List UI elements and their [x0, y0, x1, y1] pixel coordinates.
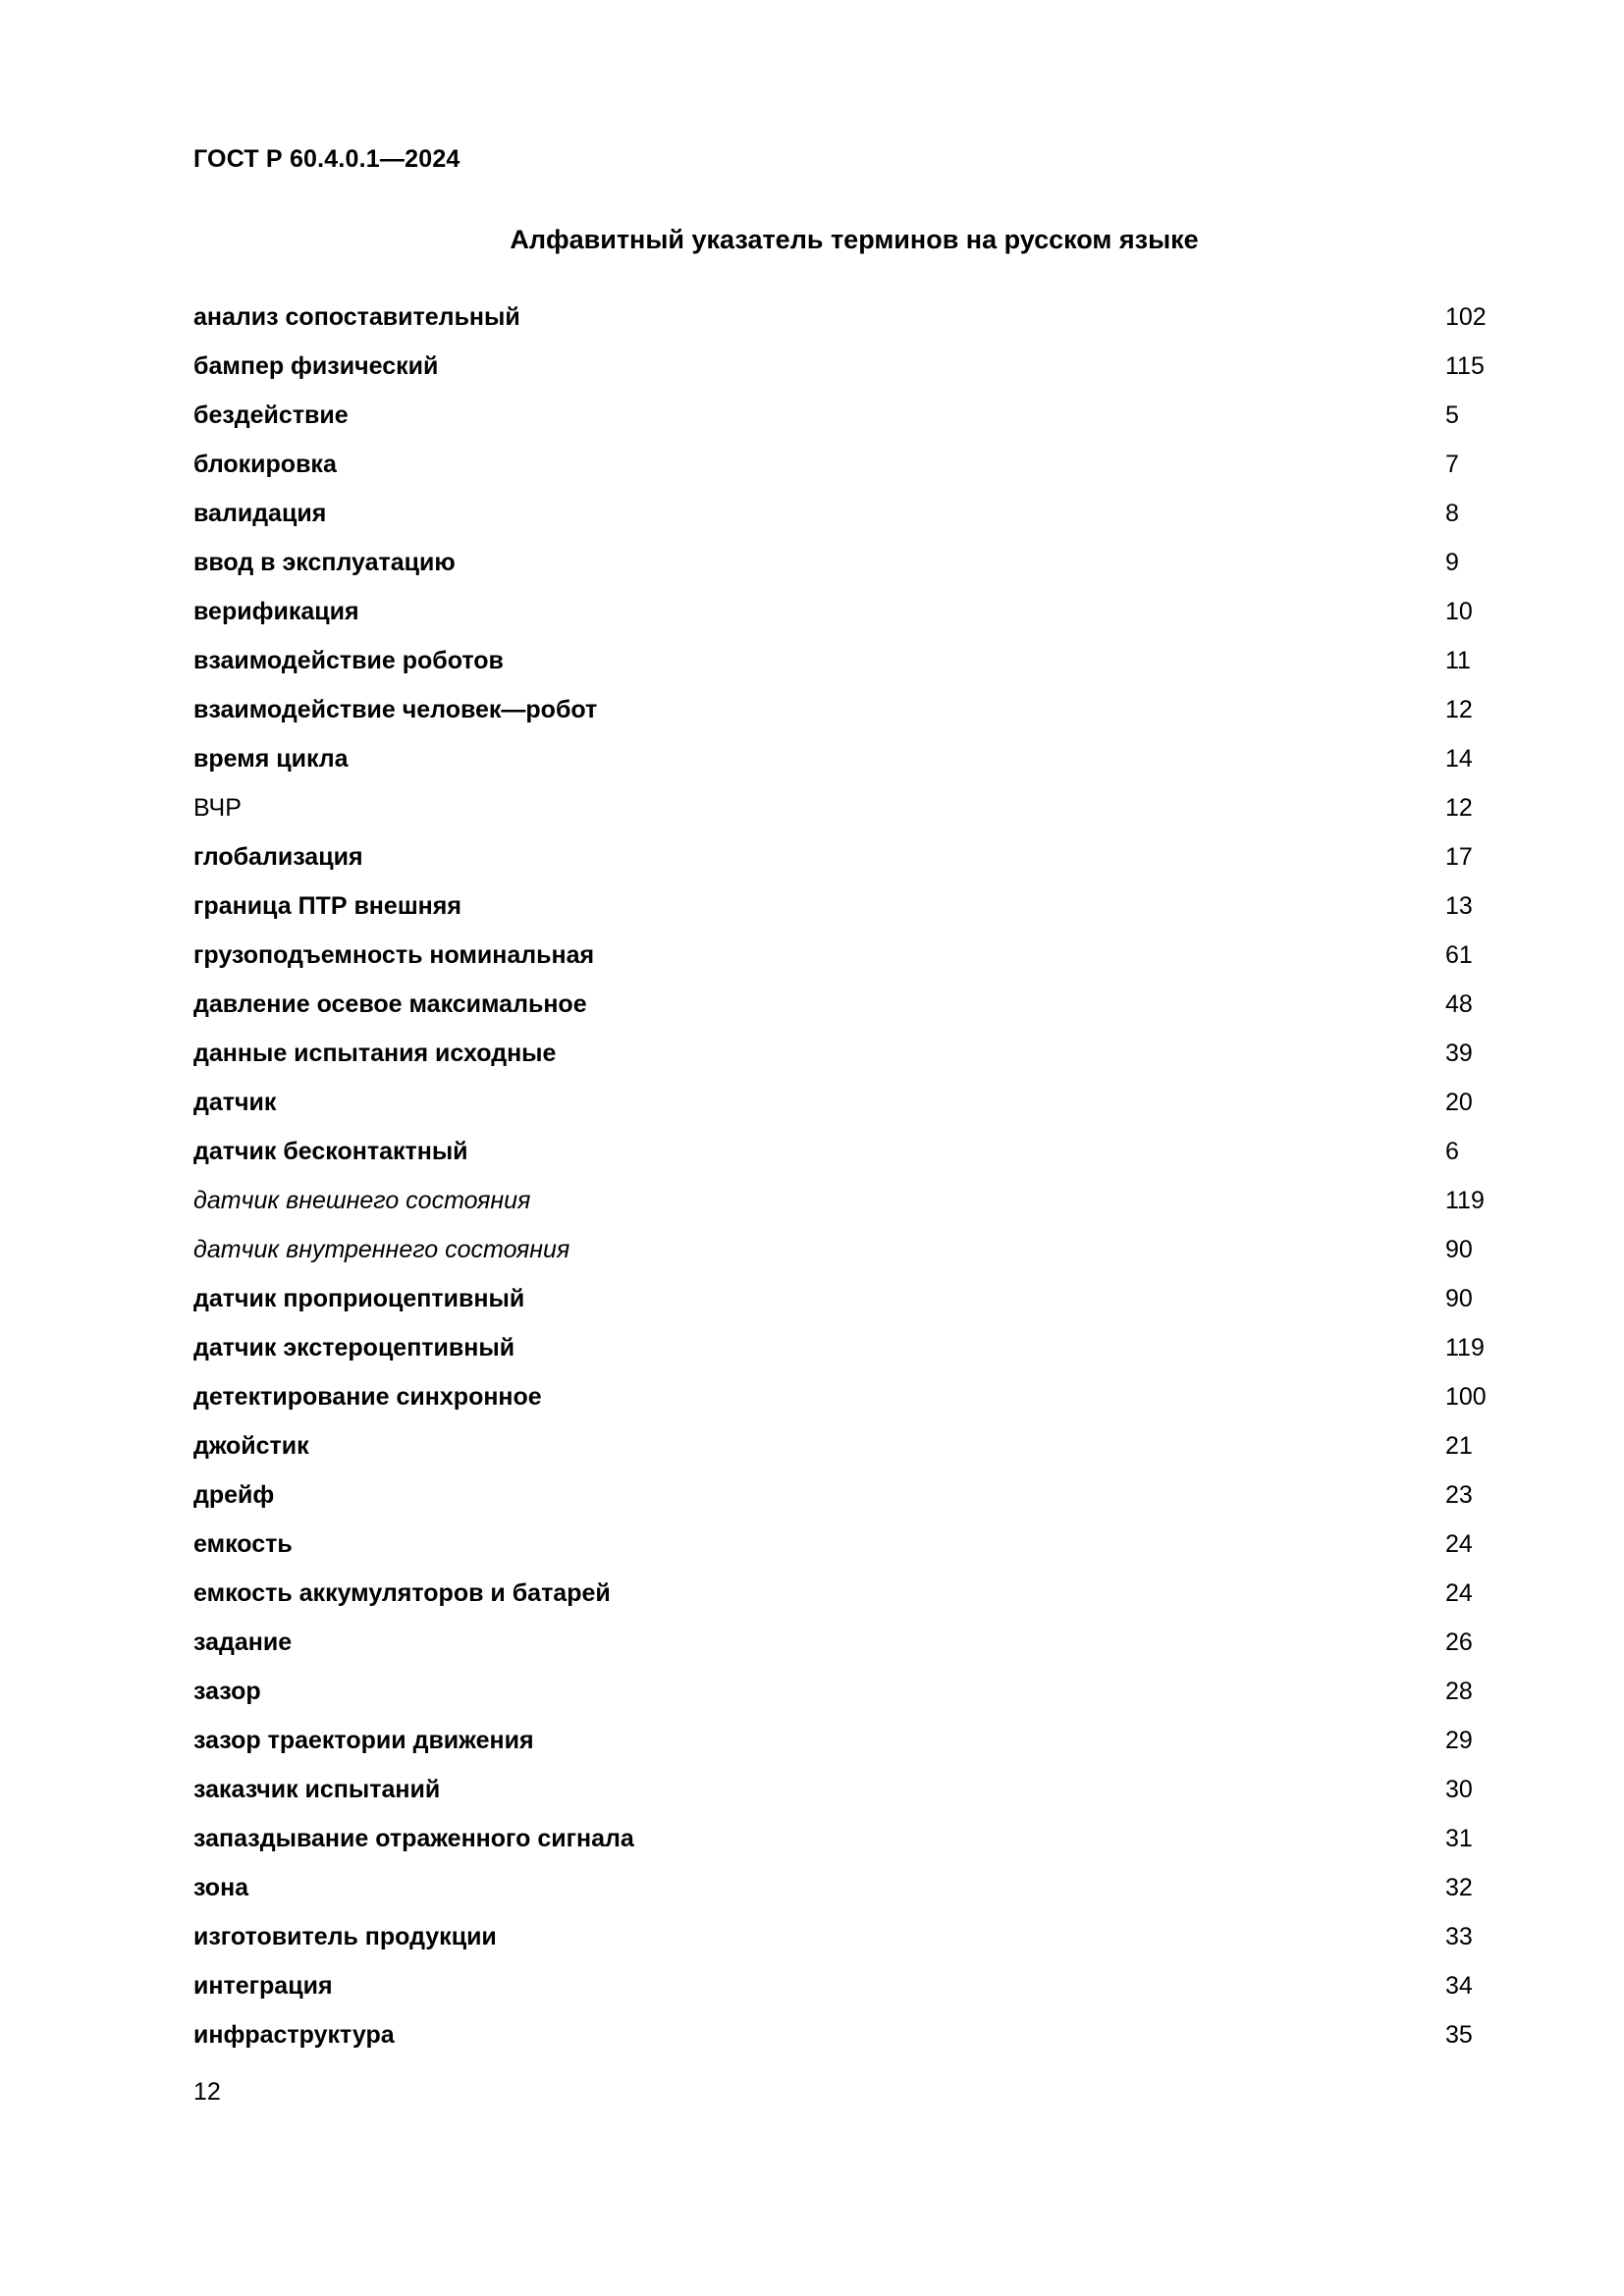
index-entry [193, 1814, 1509, 1863]
index-term: данные испытания исходные [193, 1040, 557, 1067]
index-term: интеграция [193, 1972, 333, 2000]
index-entry [193, 1667, 1509, 1716]
index-term: ввод в эксплуатацию [193, 549, 456, 576]
index-entry [193, 1912, 1509, 1961]
index-term-number: 9 [1445, 549, 1459, 576]
index-term-number: 10 [1445, 598, 1473, 625]
index-term: заказчик испытаний [193, 1776, 441, 1803]
index-term-number: 5 [1445, 401, 1459, 429]
index-entry [193, 538, 1509, 587]
index-term-number: 48 [1445, 990, 1473, 1018]
index-term: емкость [193, 1530, 293, 1558]
index-entry [193, 1961, 1509, 2010]
index-entry [193, 1078, 1509, 1127]
index-term-number: 119 [1445, 1187, 1485, 1214]
index-term: инфраструктура [193, 2021, 395, 2049]
index-entry [193, 1323, 1509, 1372]
index-entry [193, 587, 1509, 636]
index-term: изготовитель продукции [193, 1923, 497, 1950]
index-entry [193, 391, 1509, 440]
index-entry [193, 1029, 1509, 1078]
index-term-number: 102 [1445, 303, 1487, 331]
index-term-number: 13 [1445, 892, 1473, 920]
index-entry [193, 1274, 1509, 1323]
index-term: датчик внешнего состояния [193, 1187, 531, 1214]
index-entry [193, 1569, 1509, 1618]
index-term-number: 23 [1445, 1481, 1473, 1509]
index-term-number: 90 [1445, 1236, 1473, 1263]
index-entry [193, 931, 1509, 980]
index-term: давление осевое максимальное [193, 990, 587, 1018]
index-entry [193, 2010, 1509, 2059]
index-term-number: 39 [1445, 1040, 1473, 1067]
index-entry [193, 489, 1509, 538]
index-term-number: 6 [1445, 1138, 1459, 1165]
index-term: датчик проприоцептивный [193, 1285, 525, 1312]
index-term-number: 14 [1445, 745, 1473, 773]
index-term-number: 24 [1445, 1530, 1473, 1558]
index-term-number: 12 [1445, 696, 1473, 723]
index-term: датчик внутреннего состояния [193, 1236, 570, 1263]
index-term: блокировка [193, 451, 337, 478]
index-term-number: 17 [1445, 843, 1473, 871]
index-term-number: 8 [1445, 500, 1459, 527]
index-entry [193, 1716, 1509, 1765]
index-term-number: 35 [1445, 2021, 1473, 2049]
index-term: валидация [193, 500, 327, 527]
index-entry [193, 1225, 1509, 1274]
page-number: 12 [193, 2078, 221, 2106]
index-term-number: 61 [1445, 941, 1473, 969]
index-entry [193, 342, 1509, 391]
index-entry [193, 293, 1509, 342]
index-term: емкость аккумуляторов и батарей [193, 1579, 611, 1607]
index-term: джойстик [193, 1432, 309, 1460]
index-term: ВЧР [193, 794, 242, 822]
index-entry [193, 734, 1509, 783]
index-term: бездействие [193, 401, 349, 429]
index-entry [193, 1618, 1509, 1667]
index-term-number: 24 [1445, 1579, 1473, 1607]
document-code: ГОСТ Р 60.4.0.1—2024 [193, 145, 460, 173]
index-term-number: 29 [1445, 1727, 1473, 1754]
index-term: задание [193, 1629, 293, 1656]
index-entry [193, 636, 1509, 685]
index-term: бампер физический [193, 352, 439, 380]
index-entry [193, 1520, 1509, 1569]
index-term: датчик [193, 1089, 277, 1116]
index-entry [193, 980, 1509, 1029]
index-term-number: 21 [1445, 1432, 1473, 1460]
index-term: анализ сопоставительный [193, 303, 520, 331]
index-entry [193, 1863, 1509, 1912]
index-term: зона [193, 1874, 249, 1901]
index-term-number: 33 [1445, 1923, 1473, 1950]
index-entry [193, 1421, 1509, 1470]
index-term: зазор [193, 1678, 261, 1705]
index-entry [193, 832, 1509, 881]
term-index-list [193, 293, 1509, 2059]
index-term-number: 7 [1445, 451, 1459, 478]
index-term: глобализация [193, 843, 363, 871]
index-term: граница ПТР внешняя [193, 892, 461, 920]
index-entry [193, 1127, 1509, 1176]
index-term-number: 115 [1445, 352, 1485, 380]
index-term-number: 20 [1445, 1089, 1473, 1116]
index-term-number: 31 [1445, 1825, 1473, 1852]
index-term: дрейф [193, 1481, 275, 1509]
index-term-number: 100 [1445, 1383, 1487, 1411]
index-term-number: 12 [1445, 794, 1473, 822]
index-entry [193, 1372, 1509, 1421]
index-entry [193, 1765, 1509, 1814]
index-term: взаимодействие роботов [193, 647, 504, 674]
index-term-number: 90 [1445, 1285, 1473, 1312]
index-term-number: 32 [1445, 1874, 1473, 1901]
index-entry [193, 1470, 1509, 1520]
index-entry [193, 881, 1509, 931]
index-title: Алфавитный указатель терминов на русском языке [510, 225, 1199, 254]
index-entry [193, 783, 1509, 832]
index-term: верификация [193, 598, 359, 625]
index-term: взаимодействие человек—робот [193, 696, 598, 723]
index-term-number: 26 [1445, 1629, 1473, 1656]
index-entry [193, 1176, 1509, 1225]
index-entry [193, 440, 1509, 489]
index-term-number: 30 [1445, 1776, 1473, 1803]
index-term: зазор траектории движения [193, 1727, 534, 1754]
index-term: запаздывание отраженного сигнала [193, 1825, 634, 1852]
index-term-number: 119 [1445, 1334, 1485, 1362]
index-entry [193, 685, 1509, 734]
index-term: грузоподъемность номинальная [193, 941, 595, 969]
index-term-number: 28 [1445, 1678, 1473, 1705]
index-term-number: 34 [1445, 1972, 1473, 2000]
index-term: датчик экстероцептивный [193, 1334, 515, 1362]
index-term: датчик бесконтактный [193, 1138, 468, 1165]
index-term: детектирование синхронное [193, 1383, 542, 1411]
index-term-number: 11 [1445, 647, 1471, 674]
index-term: время цикла [193, 745, 349, 773]
